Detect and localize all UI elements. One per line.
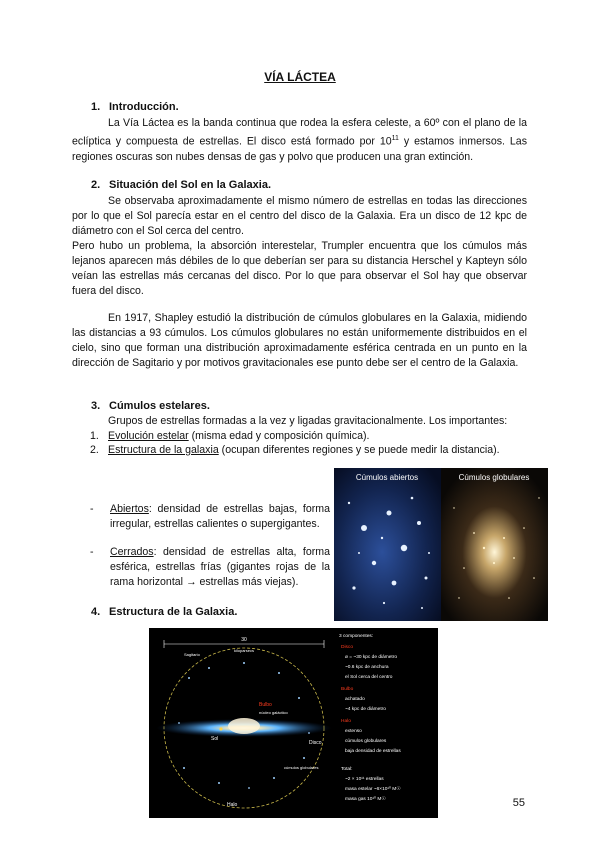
legend-disk-item: ø = ~30 kpc de diámetro (345, 655, 397, 660)
section-1-heading (91, 101, 179, 113)
list-item (90, 429, 530, 444)
section-1-paragraph (72, 116, 527, 165)
bullet-item-abiertos (90, 502, 330, 532)
sun-marker (219, 727, 222, 730)
open-cluster-label: Cúmulos abiertos (355, 473, 419, 482)
legend-total-item: masa estelar ~6×10¹⁰ M☉ (345, 787, 401, 792)
superscript: 11 (391, 135, 399, 142)
text-run: La Vía Láctea es la banda continua que rodea la esfera celeste, a 60º con el plano de la eclíptica y compuesta de estrellas. El disco está formado por 10 (72, 117, 527, 148)
heading-text: Situación del Sol en la Galaxia. (109, 179, 271, 191)
list-item-label: Estructura de la galaxia (108, 444, 219, 456)
bullet-label: Abiertos (110, 503, 149, 515)
bullet-label: Cerrados (110, 546, 154, 558)
text-run: y estamos inmersos. Las regiones oscuras son nubes densas de gas y polvo que producen una gran extinción. (72, 135, 527, 163)
legend-total-title: Total: (341, 767, 353, 772)
disk-label: Disco (309, 740, 322, 746)
bullet-text: : densidad de estrellas alta, forma esférica, estrellas frías (gigantes rojas de la rama horizontal → estrellas más viejas). (110, 546, 330, 588)
legend-disk-title: Disco (341, 645, 353, 650)
legend-disk-item: ~0.6 kpc de anchura (345, 665, 389, 670)
bullet-dash: - (90, 503, 94, 515)
section-2-heading (91, 179, 271, 191)
halo-label: Halo (227, 802, 238, 808)
list-item-text: (ocupan diferentes regiones y se puede medir la distancia). (218, 444, 500, 456)
legend-halo-item: baja densidad de estrellas (345, 749, 401, 754)
legend-title: 3 componentes: (339, 634, 374, 639)
section-number: 3. (91, 400, 101, 412)
sun-label: Sol (211, 736, 219, 742)
heading-text: Estructura de la Galaxia. (109, 606, 238, 618)
section-4-heading (91, 606, 237, 618)
legend-total-item: ~2 × 10¹¹ estrellas (345, 777, 384, 782)
legend-bulge-item: ~4 kpc de diámetro (345, 707, 386, 712)
section-number: 1. (91, 101, 101, 113)
legend-disk-item: el Sol cerca del centro (345, 675, 393, 680)
list-number: 1. (90, 430, 99, 442)
section-3-heading (91, 400, 210, 412)
section-number: 4. (91, 606, 101, 618)
dimension-value: 30 (241, 637, 247, 643)
list-item (90, 443, 530, 458)
bullet-dash: - (90, 546, 94, 558)
bullet-text: : densidad de estrellas bajas, forma irregular, estrellas calientes o supergigantes. (110, 503, 330, 530)
dimension-unit: kiloparsecs (233, 648, 255, 653)
galactic-bulge (228, 718, 260, 734)
legend-halo-item: extenso (345, 729, 362, 734)
list-item-text: (misma edad y composición química). (188, 430, 370, 442)
open-cluster-panel (334, 468, 441, 621)
section-2-paragraph-2: Pero hubo un problema, la absorción interestelar, Trumpler encuentra que los cúmulos más lejanos aparecen más débiles de lo que deberían ser para su distancia Herschel y Kapteyn sólo veían las estrellas más cercanas del disco. Por lo que para observar el Sol hay que observar fuera del disco. (72, 240, 527, 297)
section-3-intro: Grupos de estrellas formadas a la vez y ligadas gravitacionalmente. Los importantes: (108, 415, 508, 427)
section-2-paragraph-1: Se observaba aproximadamente el mismo número de estrellas en todas las direcciones por lo que el Sol parecía estar en el centro del disco de la Galaxia. Era un disco de 12 kpc de diámetro con el Sol cerca del centro. (72, 195, 527, 237)
section-number: 2. (91, 179, 101, 191)
bullet-item-cerrados (90, 545, 330, 590)
heading-text: Cúmulos estelares. (109, 400, 210, 412)
legend-bulge-item: achatado (345, 697, 365, 702)
globular-cluster-panel (441, 468, 548, 621)
list-item-label: Evolución estelar (108, 430, 189, 442)
star-clusters-image (334, 468, 548, 621)
page-number: 55 (512, 797, 525, 809)
sagittarius-label: Sagitario (184, 652, 200, 657)
bulge-label: Bulbo (259, 702, 272, 708)
legend-halo-title: Halo (341, 719, 351, 724)
heading-text: Introducción. (109, 101, 179, 113)
list-number: 2. (90, 444, 99, 456)
galaxy-structure-diagram (149, 628, 438, 818)
globular-clusters-label: cúmulos globulares (284, 765, 319, 770)
legend-total-item: masa gas 10¹⁰ M☉ (345, 797, 386, 802)
section-2-paragraph-3: En 1917, Shapley estudió la distribución de cúmulos globulares en la Galaxia, midiendo las distancias a 93 cúmulos. Los cúmulos globulares no están uniformemente distribuidos en el cielo, sino que forman una distribución aproximadamente esférica centrada en un punto en la dirección de Sagitario y por motivos gravitacionales ese punto debe ser el centro de la Galaxia. (72, 312, 527, 369)
page-title: VÍA LÁCTEA (264, 70, 336, 84)
nucleus-label: núcleo galáctico (259, 710, 288, 715)
legend-bulge-title: Bulbo (341, 687, 354, 692)
globular-cluster-label: Cúmulos globulares (458, 473, 530, 482)
legend-halo-item: cúmulos globulares (345, 739, 387, 744)
